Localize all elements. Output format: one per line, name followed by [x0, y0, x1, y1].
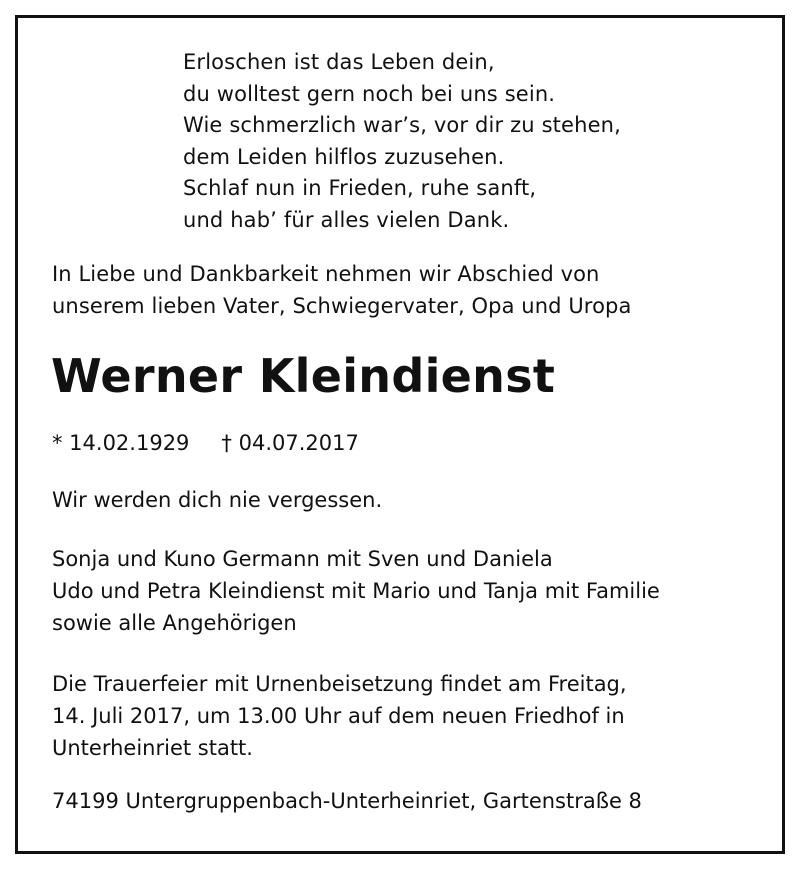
intro-line: unserem lieben Vater, Schwiegervater, Opa und Uropa	[52, 294, 632, 318]
poem-line: Schlaf nun in Frieden, ruhe sanft,	[183, 176, 537, 200]
life-dates	[52, 428, 359, 458]
funeral-line: Unterheinriet statt.	[52, 736, 253, 760]
poem-line: Erloschen ist das Leben dein,	[183, 50, 495, 74]
poem-line: Wie schmerzlich war’s, vor dir zu stehen,	[183, 113, 621, 137]
deceased-name: Werner Kleindienst	[51, 349, 556, 403]
mourner-line: Udo und Petra Kleindienst mit Mario und Tanja mit Familie	[52, 579, 660, 603]
death-date: † 04.07.2017	[221, 431, 359, 455]
mourner-line: sowie alle Angehörigen	[52, 611, 297, 635]
family-address: 74199 Untergruppenbach-Unterheinriet, Gartenstraße 8	[52, 789, 642, 813]
funeral-notice	[52, 668, 627, 764]
mourner-line: Sonja und Kuno Germann mit Sven und Daniela	[52, 547, 553, 571]
poem-line: dem Leiden hilflos zuzusehen.	[183, 144, 505, 169]
farewell-intro	[52, 258, 631, 322]
intro-line: In Liebe und Dankbarkeit nehmen wir Abschied von	[52, 262, 600, 286]
mourners-list	[52, 543, 660, 639]
remembrance-text: Wir werden dich nie vergessen.	[52, 488, 383, 512]
poem-line: du wolltest gern noch bei uns sein.	[183, 81, 556, 106]
poem-line: und hab’ für alles vielen Dank.	[183, 207, 510, 232]
funeral-line: Die Trauerfeier mit Urnenbeisetzung findet am Freitag,	[52, 672, 627, 696]
funeral-line: 14. Juli 2017, um 13.00 Uhr auf dem neuen Friedhof in	[52, 704, 625, 728]
memorial-poem	[183, 47, 621, 236]
birth-date: * 14.02.1929	[52, 431, 190, 455]
